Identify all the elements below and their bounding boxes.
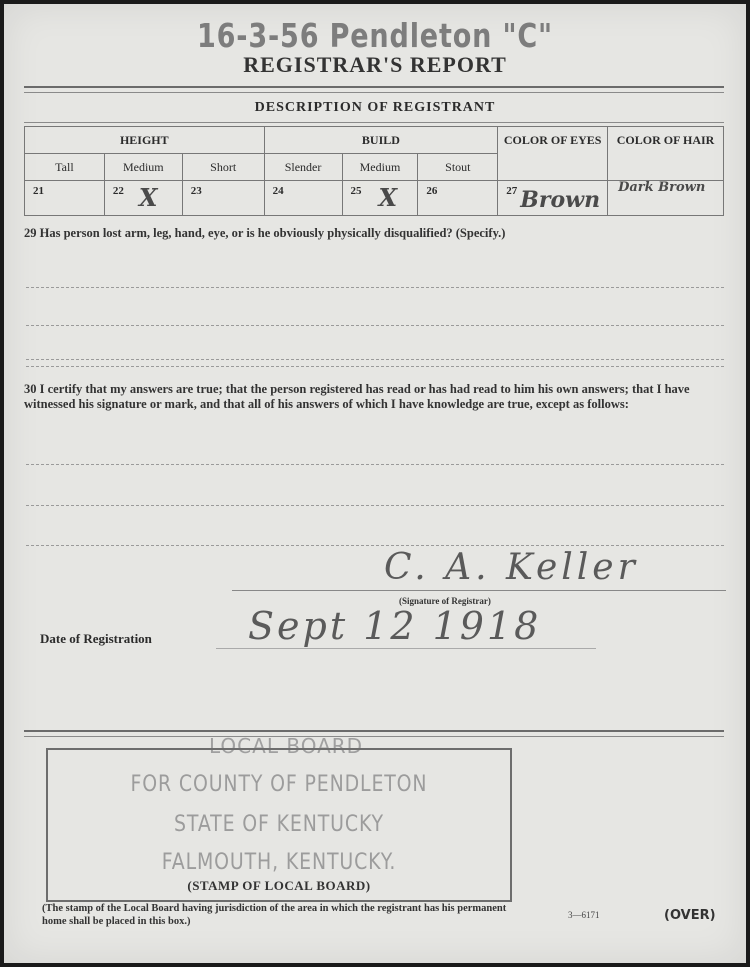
hair-color-cell — [608, 181, 724, 216]
question-30: 30 I certify that my answers are true; that the person registered has read or has had read to him his own answers; that I have witnessed his signature or mark, and that all of his answers of which I have knowledge are true, except as follows: — [24, 382, 690, 411]
height-short-cell — [182, 181, 264, 216]
field-number: 23 — [190, 185, 202, 197]
build-medium-label: Medium — [342, 154, 418, 181]
eye-color-cell — [498, 181, 608, 216]
eye-color-value: Brown — [520, 187, 601, 213]
answer-line — [26, 464, 724, 465]
section-divider — [24, 122, 724, 123]
stamp-local-board: LOCAL BOARD — [209, 734, 364, 758]
build-header: BUILD — [264, 127, 498, 154]
over-label: (OVER) — [664, 908, 716, 923]
build-medium-cell — [342, 181, 418, 216]
stamp-divider-bottom — [24, 736, 724, 737]
question-29: 29 Has person lost arm, leg, hand, eye, or is he obviously physically disqualified? (Specify.) — [24, 226, 506, 240]
stamp-instruction-note: (The stamp of the Local Board having jurisdiction of the area in which the registrant has his permanent home shall be placed in this box.) — [42, 903, 507, 927]
field-number: 21 — [33, 185, 44, 197]
height-check-mark: X — [138, 183, 158, 212]
form-code: 3—6171 — [568, 910, 600, 920]
field-number: 22 — [112, 185, 124, 197]
date-line — [216, 648, 596, 649]
header-divider-bottom — [24, 92, 724, 93]
stamp-city: FALMOUTH, KENTUCKY. — [161, 850, 397, 875]
field-number: 25 — [350, 185, 362, 197]
stamped-serial-number: 16-3-56 Pendleton "C" — [197, 16, 553, 55]
build-slender-cell — [264, 181, 342, 216]
build-check-mark: X — [378, 183, 398, 212]
local-board-stamp-box — [46, 748, 512, 902]
height-tall-cell — [25, 181, 105, 216]
signature-caption: (Signature of Registrar) — [399, 596, 491, 606]
build-stout-label: Stout — [418, 154, 498, 181]
answer-line — [26, 545, 724, 546]
hair-header: COLOR OF HAIR — [608, 127, 724, 181]
answer-line — [26, 325, 724, 326]
field-number: 24 — [272, 185, 284, 197]
description-table — [24, 126, 724, 216]
registrar-signature: C. A. Keller — [384, 547, 639, 588]
field-number: 26 — [426, 185, 438, 197]
stamp-county: FOR COUNTY OF PENDLETON — [130, 772, 428, 797]
page-title: REGISTRAR'S REPORT — [243, 52, 507, 77]
height-short-label: Short — [182, 154, 264, 181]
height-medium-cell — [104, 181, 182, 216]
header-divider-top — [24, 86, 724, 88]
answer-line — [26, 366, 724, 367]
height-tall-label: Tall — [25, 154, 105, 181]
height-header: HEIGHT — [25, 127, 265, 154]
registration-card — [4, 4, 746, 963]
build-slender-label: Slender — [264, 154, 342, 181]
build-stout-cell — [418, 181, 498, 216]
signature-line — [232, 590, 726, 591]
section-title: DESCRIPTION OF REGISTRANT — [254, 100, 496, 115]
hair-color-value: Dark Brown — [618, 180, 706, 195]
answer-line — [26, 359, 724, 360]
stamp-state: STATE OF KENTUCKY — [174, 812, 384, 837]
eyes-header: COLOR OF EYES — [498, 127, 608, 181]
answer-line — [26, 505, 724, 506]
date-of-registration-label: Date of Registration — [40, 631, 152, 646]
height-medium-label: Medium — [104, 154, 182, 181]
answer-line — [26, 287, 724, 288]
field-number: 27 — [506, 185, 518, 197]
stamp-divider-top — [24, 730, 724, 732]
date-of-registration-value: Sept 12 1918 — [248, 604, 542, 648]
stamp-caption: (STAMP OF LOCAL BOARD) — [187, 878, 371, 893]
